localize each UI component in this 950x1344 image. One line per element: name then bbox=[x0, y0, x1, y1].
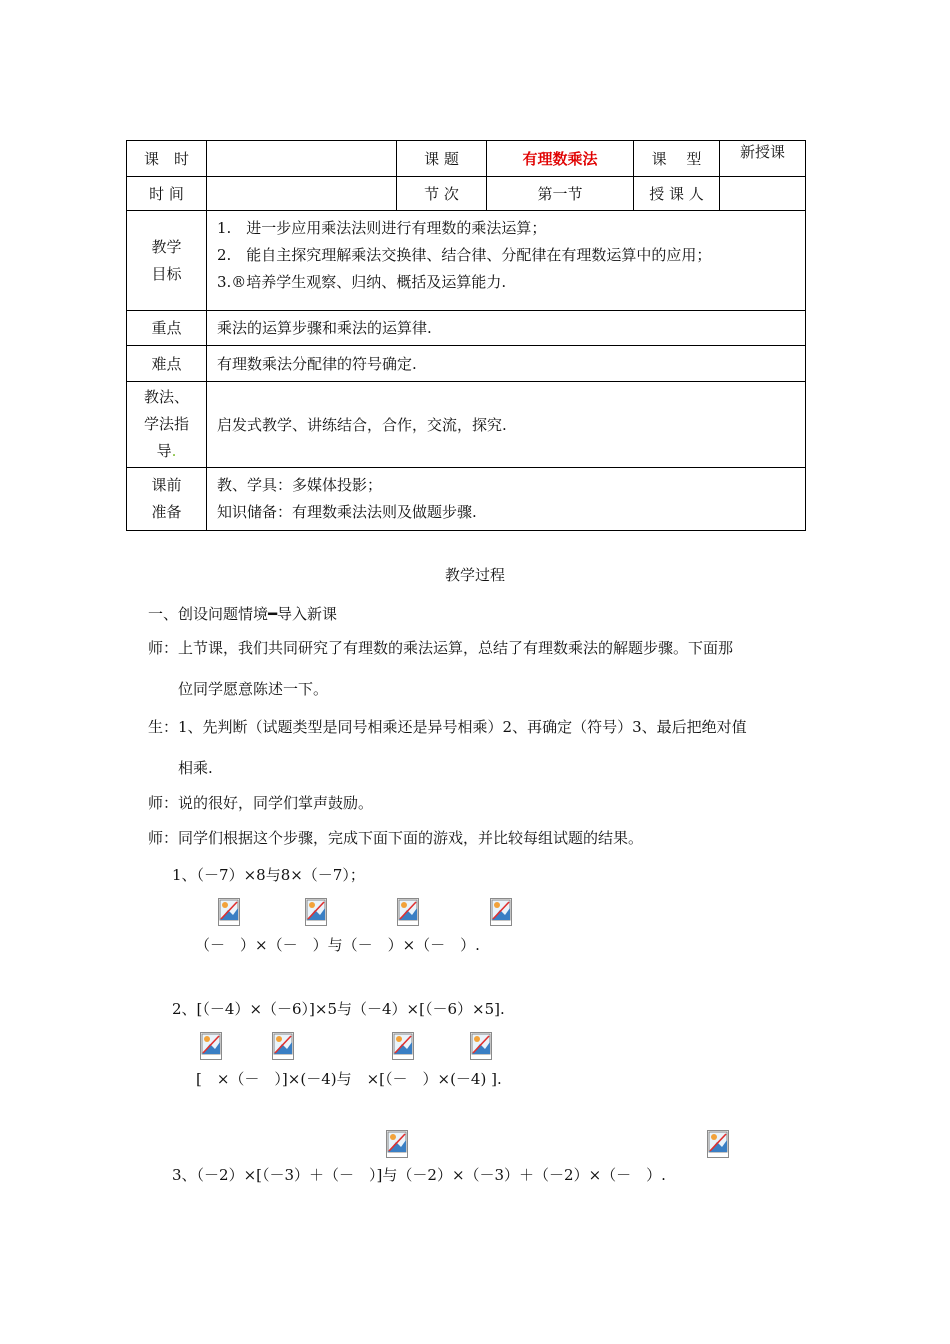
broken-image-icon bbox=[273, 1033, 293, 1055]
time-slot-value bbox=[207, 141, 397, 177]
table-row bbox=[127, 177, 806, 211]
key-point-label: 重点 bbox=[127, 311, 207, 346]
difficulty-label: 难点 bbox=[127, 346, 207, 382]
section-heading: 一、创设问题情境━导入新课 bbox=[148, 605, 338, 623]
image-placeholder-icon bbox=[707, 1130, 729, 1158]
broken-image-icon bbox=[491, 899, 511, 921]
table-row bbox=[127, 346, 806, 382]
label-teacher: 授 课 人 bbox=[634, 177, 720, 211]
label-time-slot: 课 时 bbox=[127, 141, 207, 177]
image-placeholder-icon bbox=[218, 898, 240, 926]
broken-image-icon bbox=[471, 1033, 491, 1055]
image-placeholder-icon bbox=[470, 1032, 492, 1060]
prep-label: 课前 准备 bbox=[127, 468, 207, 531]
exercise-2: 2、[（－4）×（－6）]×5与（－4）×[（－6）×5]. bbox=[172, 1000, 505, 1018]
student-paragraph: 生：1、先判断（试题类型是同号相乘还是异号相乘）2、再确定（符号）3、最后把绝对值 bbox=[148, 718, 747, 736]
teacher-paragraph-cont: 位同学愿意陈述一下。 bbox=[178, 680, 329, 698]
label-type: 课 型 bbox=[634, 141, 720, 177]
broken-image-icon bbox=[398, 899, 418, 921]
image-placeholder-icon bbox=[305, 898, 327, 926]
table-row bbox=[127, 211, 806, 311]
label-date: 时 间 bbox=[127, 177, 207, 211]
lesson-info-table bbox=[126, 140, 806, 531]
exercise-1: 1、（－7）×8与8×（－7）； bbox=[172, 866, 365, 884]
student-paragraph-cont: 相乘. bbox=[178, 759, 213, 777]
key-point-text: 乘法的运算步骤和乘法的运算律. bbox=[207, 311, 806, 346]
teacher-praise: 师：说的很好，同学们掌声鼓励。 bbox=[148, 794, 374, 812]
teacher-paragraph: 师：上节课，我们共同研究了有理数的乘法运算，总结了有理数乘法的解题步骤。下面那 bbox=[148, 639, 734, 657]
goal-item: 1. 进一步应用乘法法则进行有理数的乘法运算； bbox=[217, 219, 547, 237]
teacher-value bbox=[720, 177, 806, 211]
methods-text: 启发式教学、讲练结合，合作，交流，探究. bbox=[207, 382, 806, 468]
goals-label: 教学 目标 bbox=[127, 211, 207, 311]
broken-image-icon bbox=[201, 1033, 221, 1055]
image-placeholder-icon bbox=[272, 1032, 294, 1060]
prep-content: 教、学具：多媒体投影； 知识储备：有理数乘法法则及做题步骤. bbox=[207, 468, 806, 531]
goal-item: 2. 能自主探究理解乘法交换律、结合律、分配律在有理数运算中的应用； bbox=[217, 246, 712, 264]
image-placeholder-icon bbox=[397, 898, 419, 926]
broken-image-icon bbox=[306, 899, 326, 921]
lesson-topic: 有理数乘法 bbox=[487, 141, 634, 177]
broken-image-icon bbox=[387, 1131, 407, 1153]
date-value bbox=[207, 177, 397, 211]
table-row bbox=[127, 382, 806, 468]
broken-image-icon bbox=[393, 1033, 413, 1055]
image-placeholder-icon bbox=[392, 1032, 414, 1060]
teacher-instruction: 师：同学们根据这个步骤，完成下面下面的游戏，并比较每组试题的结果。 bbox=[148, 829, 644, 847]
section-value: 第一节 bbox=[487, 177, 634, 211]
image-placeholder-icon bbox=[200, 1032, 222, 1060]
broken-image-icon bbox=[219, 899, 239, 921]
process-heading: 教学过程 bbox=[444, 566, 505, 584]
table-row bbox=[127, 311, 806, 346]
difficulty-text: 有理数乘法分配律的符号确定. bbox=[207, 346, 806, 382]
methods-label: 教法、 学法指 导. bbox=[127, 382, 207, 468]
label-section: 节 次 bbox=[397, 177, 487, 211]
label-topic: 课 题 bbox=[397, 141, 487, 177]
goals-content bbox=[207, 211, 806, 311]
exercise-2-fill: [ ×（－ ）]×(－4)与 ×[（－ ）×(－4) ]. bbox=[196, 1070, 502, 1088]
exercise-3: 3、（－2）×[（－3）＋（－ ）]与（－2）×（－3）＋（－2）×（－ ）. bbox=[172, 1166, 666, 1184]
image-placeholder-icon bbox=[386, 1130, 408, 1158]
broken-image-icon bbox=[708, 1131, 728, 1153]
goal-item: 3.®培养学生观察、归纳、概括及运算能力. bbox=[217, 273, 507, 291]
table-row bbox=[127, 141, 806, 177]
exercise-1-fill: （－ ）×（－ ）与（－ ）×（－ ）. bbox=[195, 936, 480, 954]
lesson-type: 新授课 bbox=[720, 141, 806, 177]
image-placeholder-icon bbox=[490, 898, 512, 926]
table-row bbox=[127, 468, 806, 531]
